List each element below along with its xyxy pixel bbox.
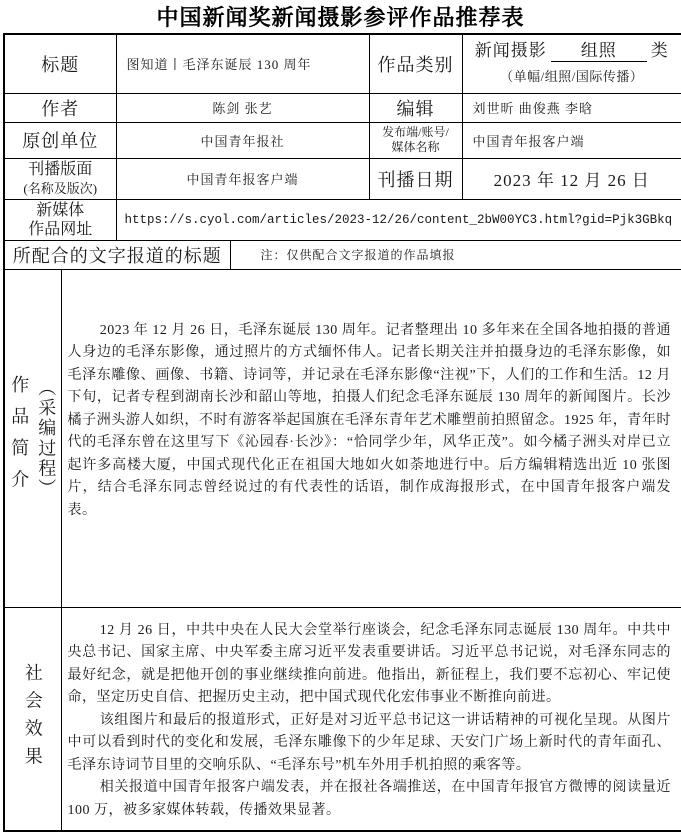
platform-label-line2: 媒体名称 — [391, 140, 440, 154]
author-label: 作者 — [4, 93, 116, 122]
layout-label-line2: (名称及版次) — [23, 180, 98, 196]
url-label-line1: 新媒体 — [36, 201, 85, 219]
row-text-report — [4, 240, 681, 269]
intro-text-cell — [61, 269, 681, 607]
layout-label — [4, 158, 116, 199]
social-paragraph-2: 该组图片和最后的报道形式，正好是对习近平总书记这一讲话精神的可视化呈现。从图片中可以看到时代的变化和发展，毛泽东雕像下的少年足球、天安门广场上新时代的青年面孔、毛泽东诗词节目里的交响乐队、“毛泽东号”机车外用手机拍照的乘客等。 — [67, 712, 672, 773]
form-table — [3, 33, 681, 832]
org-label: 原创单位 — [4, 122, 116, 158]
category-suffix: 类 — [650, 40, 669, 60]
intro-vertical-label — [4, 269, 61, 607]
page-title: 中国新闻奖新闻摄影参评作品推荐表 — [156, 5, 525, 30]
row-social — [4, 607, 681, 831]
platform-value: 中国青年报客户端 — [462, 122, 681, 158]
url-label — [4, 199, 116, 240]
org-value: 中国青年报社 — [116, 122, 369, 158]
text-report-label: 所配合的文字报道的标题 — [4, 240, 230, 269]
social-vertical-label — [4, 607, 61, 831]
date-label: 刊播日期 — [369, 158, 462, 199]
social-text-cell — [61, 607, 681, 831]
platform-label-line1: 发布端/账号/ — [382, 125, 449, 139]
row-layout-date — [4, 158, 681, 199]
layout-label-line1: 刊播版面 — [28, 160, 93, 178]
category-blank-value: 组照 — [551, 41, 647, 62]
editor-label: 编辑 — [369, 93, 462, 122]
url-value: https://s.cyol.com/articles/2023-12/26/content_2bW00YC3.html?gid=Pjk3GBkq — [116, 199, 681, 240]
social-paragraph-1: 12 月 26 日，中共中央在人民大会堂举行座谈会，纪念毛泽东同志诞辰 130 周年。中共中央总书记、国家主席、中央军委主席习近平发表重要讲话。习近平总书记说，对毛泽东同志的最好纪念，就是把他开创的事业继续推向前进。他指出，新征程上，我们要不忘初心、牢记使命，坚定历史自信、把握历史主动，把中国式现代化宏伟事业不断推向前进。 — [67, 622, 672, 705]
row-org-platform — [4, 122, 681, 158]
row-intro — [4, 269, 681, 607]
url-label-line2: 作品网址 — [28, 220, 93, 238]
author-value: 陈剑 张艺 — [116, 93, 369, 122]
date-value: 2023 年 12 月 26 日 — [462, 158, 681, 199]
intro-paragraph: 2023 年 12 月 26 日，毛泽东诞辰 130 周年。记者整理出 10 多年来在全国各地拍摄的普通人身边的毛泽东影像，通过照片的方式缅怀伟人。记者长期关注并拍摄身边的毛泽东影像，如毛泽东雕像、画像、书籍、诗词等，并记录在毛泽东影像“注视”下，人们的工作和生活。12 月下旬，记者专程到湖南长沙和韶山等地，拍摄人们纪念毛泽东诞辰 130 周年的新闻图片。长沙橘子洲头游人如织，不时有游客举起国旗在毛泽东青年艺术雕塑前拍照留念。1925 年，青年时代的毛泽东曾在这里写下《沁园春·长沙》：“恰同学少年，风华正茂”。如今橘子洲头对岸已立起许多高楼大厦，中国式现代化正在祖国大地如火如荼地进行中。后方编辑精选出近 10 张图片，结合毛泽东同志曾经说过的有代表性的话语，制作成海报形式，在中国青年报客户端发表。 — [67, 322, 672, 518]
intro-label-main: 作品简介 — [9, 375, 30, 501]
row-author-editor — [4, 93, 681, 122]
row-url — [4, 199, 681, 240]
intro-label-sub: （采编过程） — [36, 377, 57, 499]
social-paragraph-3: 相关报道中国青年报客户端发表，并在报社各端推送，在中国青年报官方微博的阅读量近 100 万，被多家媒体转载，传播效果显著。 — [67, 780, 672, 818]
editor-value: 刘世昕 曲俊燕 李晗 — [462, 93, 681, 122]
category-line — [464, 38, 681, 64]
row-title-category — [4, 34, 681, 93]
category-value-cell — [462, 34, 681, 93]
category-options: （单幅/组照/国际传播） — [500, 68, 644, 84]
title-label: 标题 — [4, 34, 116, 93]
category-label: 作品类别 — [369, 34, 462, 93]
category-prefix: 新闻摄影 — [474, 40, 547, 60]
platform-label — [369, 122, 462, 158]
layout-value: 中国青年报客户端 — [116, 158, 369, 199]
text-report-note: 注：仅供配合文字报道的作品填报 — [230, 240, 681, 269]
title-value: 图知道丨毛泽东诞辰 130 周年 — [116, 34, 369, 93]
social-label: 社会效果 — [22, 662, 43, 775]
